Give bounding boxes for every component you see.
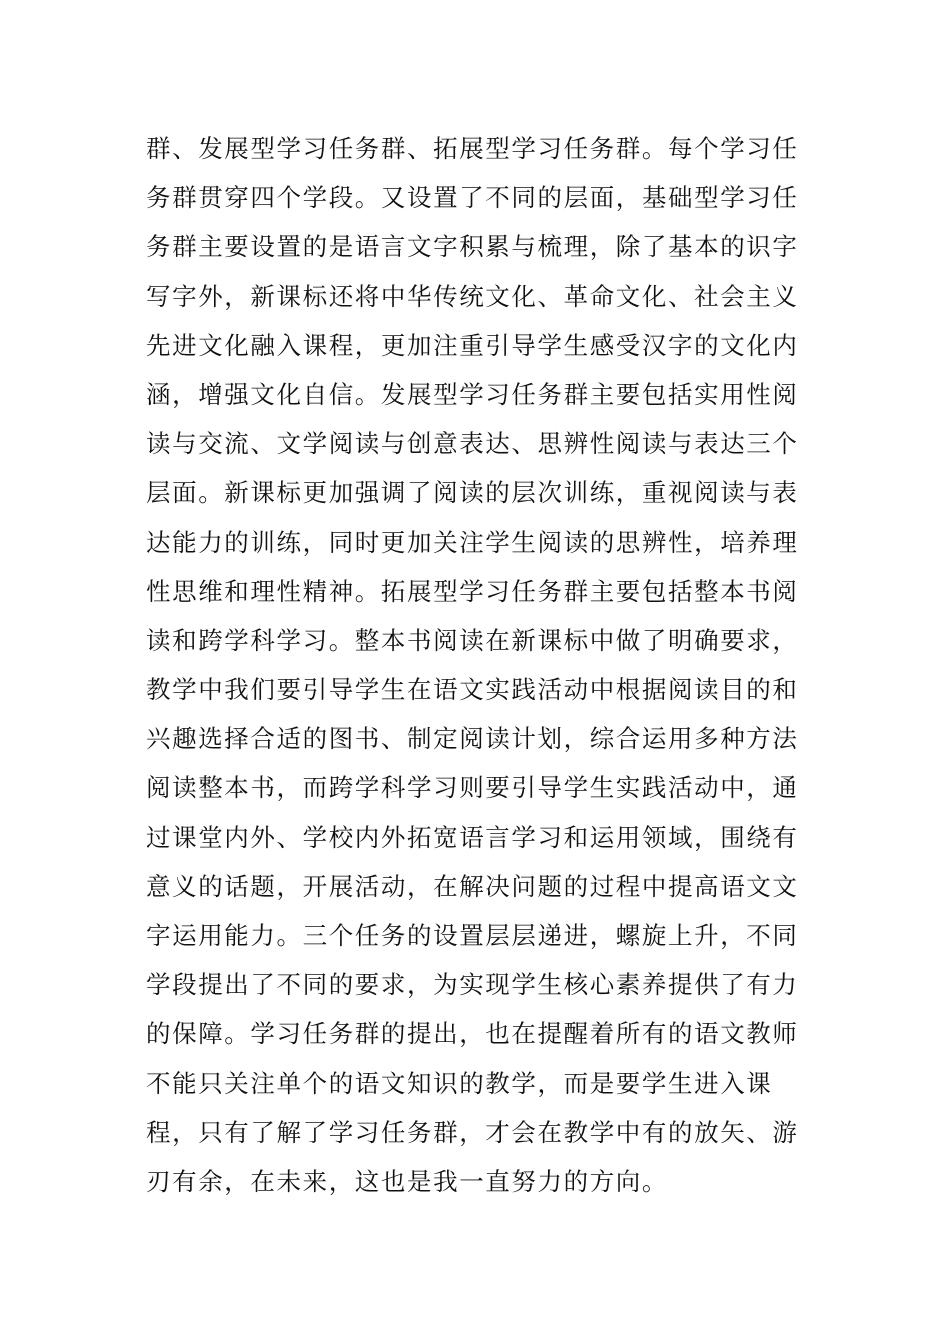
text-line: 的保障。学习任务群的提出，也在提醒着所有的语文教师 — [146, 1019, 799, 1049]
body-text — [146, 124, 806, 1206]
text-line: 性思维和理性精神。拓展型学习任务群主要包括整本书阅 — [146, 576, 799, 606]
text-line: 兴趣选择合适的图书、制定阅读计划，综合运用多种方法 — [146, 724, 799, 754]
text-line: 学段提出了不同的要求，为实现学生核心素养提供了有力 — [146, 970, 799, 1000]
text-line: 先进文化融入课程，更加注重引导学生感受汉字的文化内 — [146, 330, 799, 360]
text-line: 群、发展型学习任务群、拓展型学习任务群。每个学习任 — [146, 134, 799, 163]
text-line: 过课堂内外、学校内外拓宽语言学习和运用领域，围绕有 — [146, 822, 799, 852]
text-line: 刃有余，在未来，这也是我一直努力的方向。 — [146, 1166, 668, 1196]
text-line: 达能力的训练，同时更加关注学生阅读的思辨性，培养理 — [146, 527, 799, 557]
text-line: 层面。新课标更加强调了阅读的层次训练，重视阅读与表 — [146, 478, 799, 508]
text-line: 读与交流、文学阅读与创意表达、思辨性阅读与表达三个 — [146, 429, 799, 459]
text-line: 阅读整本书，而跨学科学习则要引导学生实践活动中，通 — [146, 773, 799, 803]
text-line: 务群贯穿四个学段。又设置了不同的层面，基础型学习任 — [146, 183, 799, 213]
text-line: 涵，增强文化自信。发展型学习任务群主要包括实用性阅 — [146, 379, 799, 409]
text-line: 写字外，新课标还将中华传统文化、革命文化、社会主义 — [146, 281, 799, 311]
text-line: 意义的话题，开展活动，在解决问题的过程中提高语文文 — [146, 871, 799, 901]
text-line: 程，只有了解了学习任务群，才会在教学中有的放矢、游 — [146, 1117, 799, 1147]
text-line: 字运用能力。三个任务的设置层层递进，螺旋上升，不同 — [146, 921, 799, 950]
text-line: 务群主要设置的是语言文字积累与梳理，除了基本的识字 — [146, 232, 799, 262]
text-line: 读和跨学科学习。整本书阅读在新课标中做了明确要求， — [146, 625, 799, 655]
text-line: 不能只关注单个的语文知识的教学，而是要学生进入课 — [146, 1068, 773, 1098]
text-line: 教学中我们要引导学生在语文实践活动中根据阅读目的和 — [146, 675, 799, 705]
